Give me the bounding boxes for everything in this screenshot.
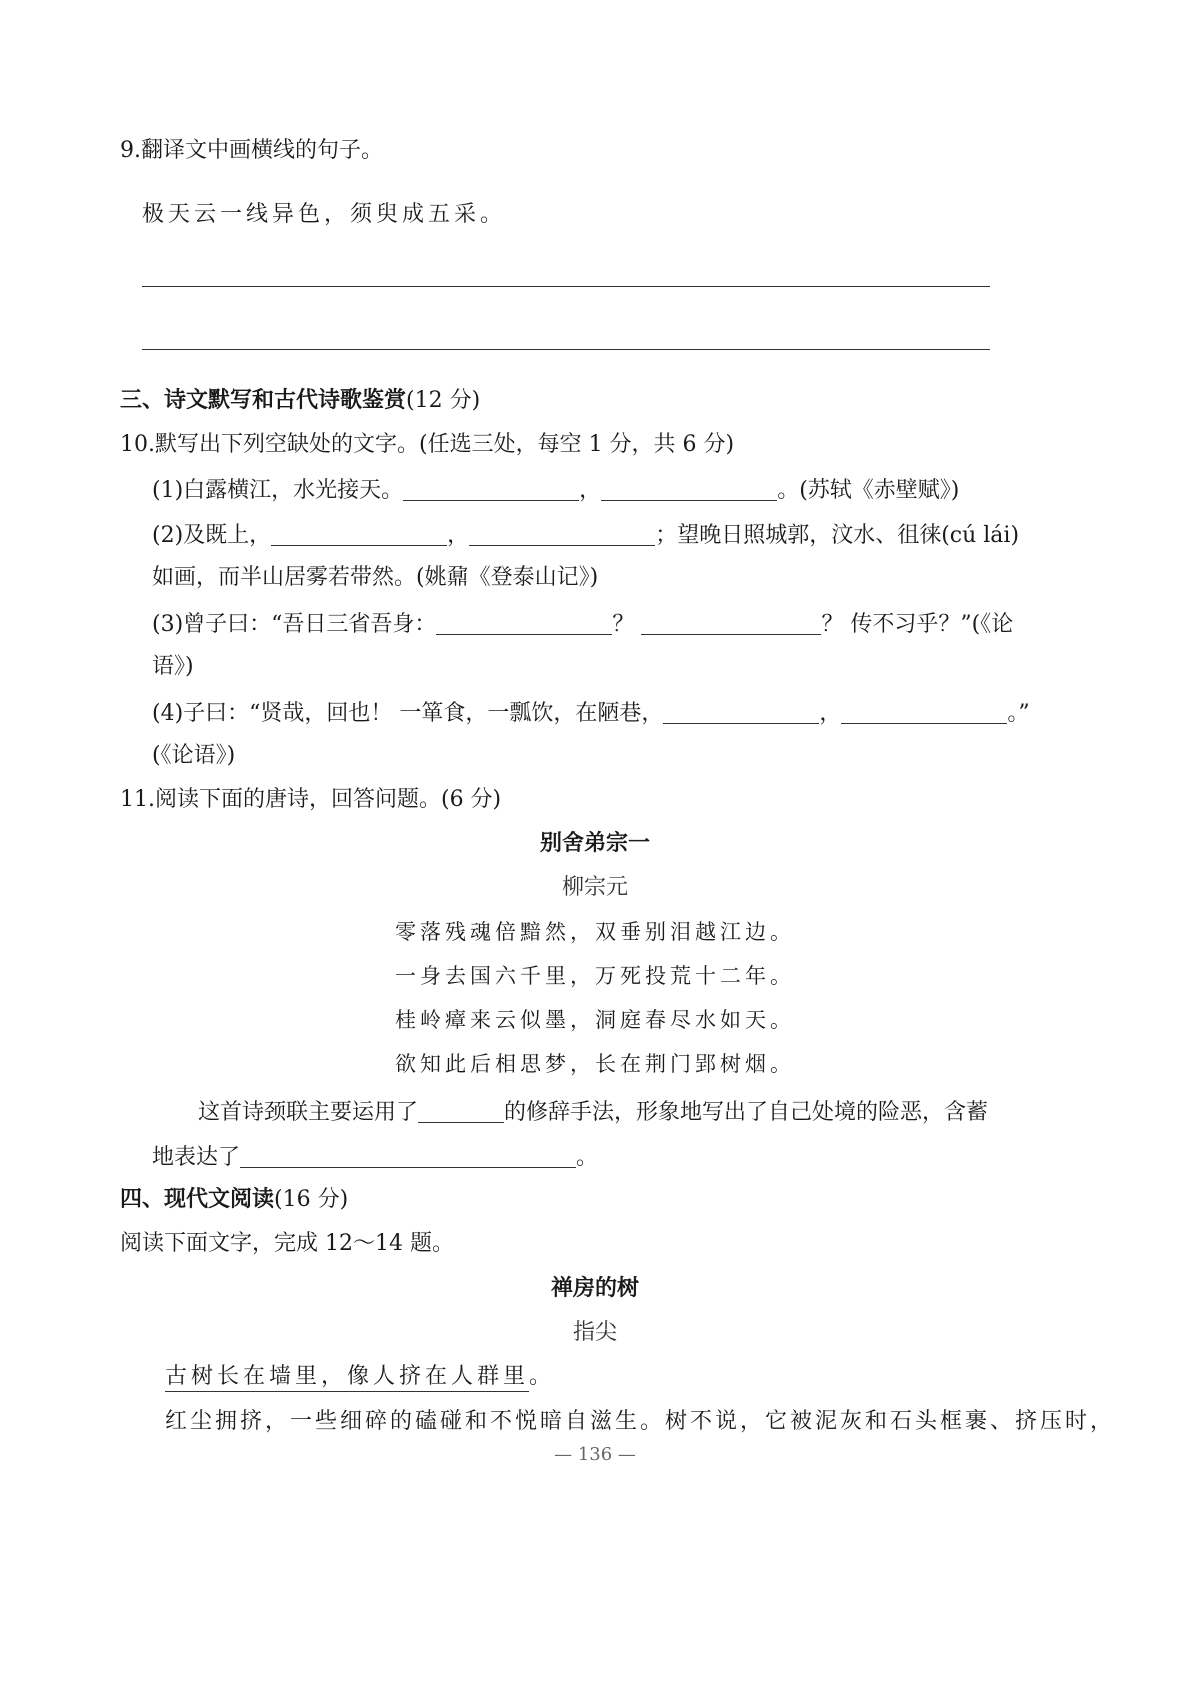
q10-item3-text-b: ？ 传不习乎？”(《论 [821,612,1014,637]
q10-item3 [152,612,1013,636]
q11-question-line2 [152,1145,598,1169]
q10-item4-blank1[interactable] [663,701,819,724]
answer-line-2[interactable] [142,349,990,350]
q11-question-text-a: 这首诗颈联主要运用了 [198,1100,419,1125]
q10-item4-blank2[interactable] [841,701,1007,724]
q10-prompt: 10.默写出下列空缺处的文字。(任选三处，每空 1 分，共 6 分) [120,432,735,457]
q11-question-text-c: 地表达了 [152,1145,241,1170]
q10-item4 [152,701,1030,725]
q10-item1 [152,478,959,502]
q9-sentence: 极天云一线异色，须臾成五采。 [142,202,507,227]
section4-title: 四、现代文阅读 [120,1187,275,1212]
article-title: 禅房的树 [550,1276,639,1301]
q10-item1-blank1[interactable] [403,478,579,501]
poem-line-2: 一身去国六千里，万死投荒十二年。 [395,964,795,988]
q9-prompt: 9.翻译文中画横线的句子。 [120,138,383,163]
q11-question-line1 [198,1100,988,1124]
poem-author: 柳宗元 [561,875,628,900]
q10-item1-blank2[interactable] [601,478,777,501]
q10-item2-blank2[interactable] [469,523,655,546]
section4-intro: 阅读下面文字，完成 12～14 题。 [120,1231,454,1256]
poem-line-4: 欲知此后相思梦，长在荆门郢树烟。 [395,1052,795,1076]
q11-blank1[interactable] [418,1100,504,1123]
section3-heading [120,390,480,412]
q10-item1-sep: ， [579,478,602,503]
q10-item2 [152,523,1019,547]
poem-title: 别舍弟宗一 [539,831,650,856]
article-para-1-underlined: 古树长在墙里，像人挤在人群里 [165,1364,529,1392]
page-number: — 136 — [554,1444,636,1465]
q10-item4-text: (4)子曰：“贤哉，回也！ 一箪食，一瓢饮，在陋巷， [152,701,664,726]
poem-line-1: 零落残魂倍黯然，双垂别泪越江边。 [395,920,795,944]
q10-item3-blank1[interactable] [436,612,612,635]
section4-heading [120,1189,348,1211]
q10-item3-q: ？ [612,612,635,637]
poem-line-3: 桂岭瘴来云似墨，洞庭春尽水如天。 [395,1008,795,1032]
q10-item3-cont: 语》) [152,654,194,679]
q10-item4-end: 。” [1007,701,1030,726]
q10-item2-text: (2)及既上， [152,523,272,548]
q10-item2-sep: ， [447,523,470,548]
q11-prompt: 11.阅读下面的唐诗，回答问题。(6 分) [120,787,502,812]
q10-item2-text-b: ；望晚日照城郭，汶水、徂徕(cú lái) [655,523,1020,548]
q10-item2-blank1[interactable] [271,523,447,546]
article-para-2: 红尘拥挤，一些细碎的磕碰和不悦暗自滋生。树不说，它被泥灰和石头框裹、挤压时， [165,1409,1116,1434]
article-para-1 [165,1366,555,1388]
answer-line-1[interactable] [142,286,990,287]
q10-item1-source: 。(苏轼《赤壁赋》) [777,478,960,503]
q10-item4-sep: ， [819,701,842,726]
section3-score: (12 分) [406,388,481,413]
q10-item1-text: (1)白露横江，水光接天。 [152,478,404,503]
q11-blank2[interactable] [240,1145,576,1168]
section3-title: 三、诗文默写和古代诗歌鉴赏 [120,388,407,413]
section4-score: (16 分) [274,1187,349,1212]
q11-question-end: 。 [576,1145,599,1170]
q10-item2-cont: 如画，而半山居雾若带然。(姚鼐《登泰山记》) [152,565,599,590]
article-author: 指尖 [572,1320,617,1345]
q10-item3-text: (3)曾子曰：“吾日三省吾身： [152,612,437,637]
q10-item3-blank2[interactable] [641,612,821,635]
q10-item4-cont: (《论语》) [152,743,236,768]
article-para-1-end: 。 [529,1364,556,1389]
q11-question-text-b: 的修辞手法，形象地写出了自己处境的险恶，含蓄 [504,1100,989,1125]
